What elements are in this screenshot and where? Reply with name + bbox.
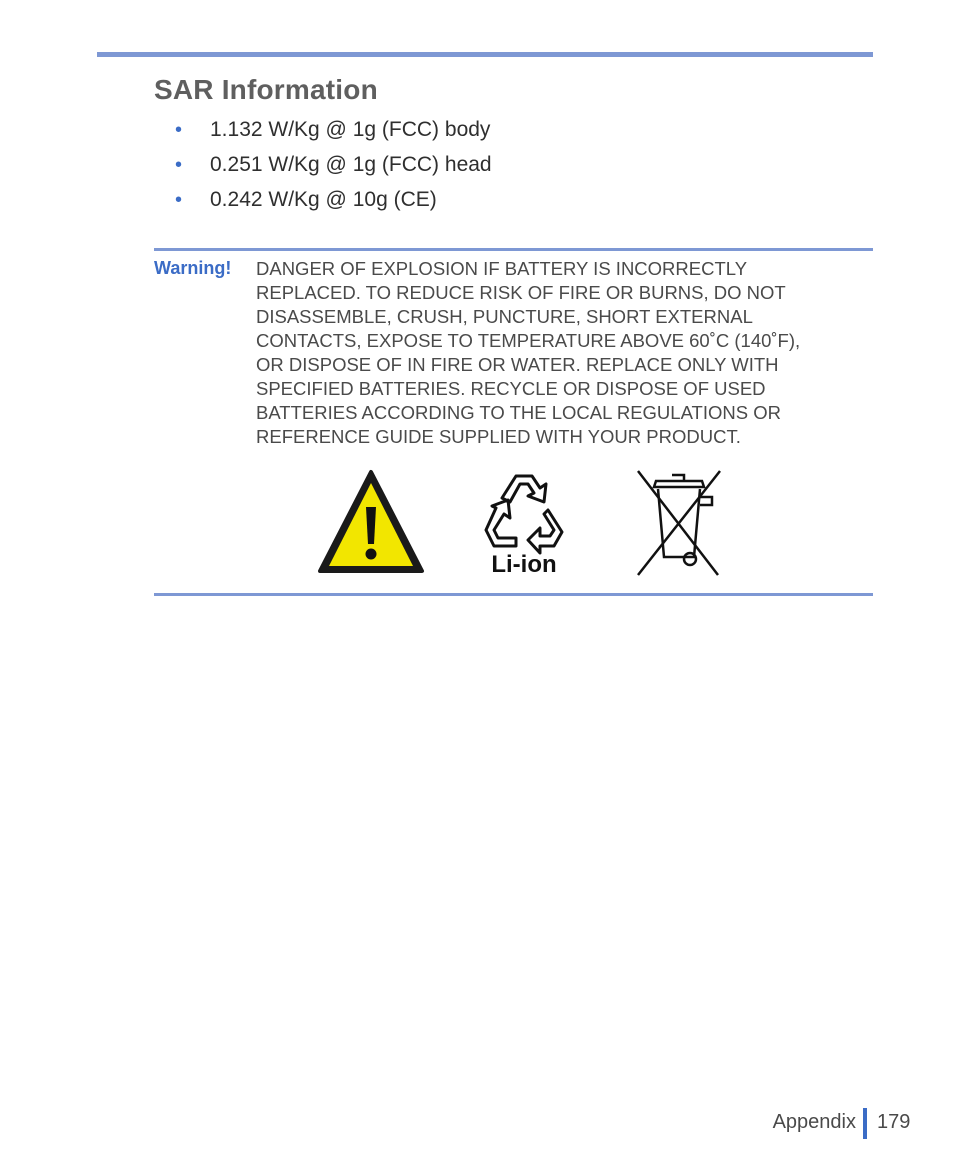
sar-value: 0.242 W/Kg @ 10g (CE) [210,188,437,211]
warning-line: REFERENCE GUIDE SUPPLIED WITH YOUR PRODUCT. [256,426,741,447]
warning-label: Warning! [154,258,232,278]
top-divider [97,52,873,57]
warning-line: BATTERIES ACCORDING TO THE LOCAL REGULATIONS OR [256,402,781,423]
footer-separator [863,1108,867,1139]
warning-triangle-icon [317,469,425,576]
bullet-icon: • [175,119,183,141]
warning-line: DANGER OF EXPLOSION IF BATTERY IS INCORRECTLY [256,258,748,279]
warning-line: REPLACED. TO REDUCE RISK OF FIRE OR BURNS, DO NOT [256,282,786,303]
bullet-icon: • [175,154,183,176]
warning-line: DISASSEMBLE, CRUSH, PUNCTURE, SHORT EXTERNAL [256,306,753,327]
sar-value: 1.132 W/Kg @ 1g (FCC) body [210,118,491,141]
list-item [175,116,492,151]
list-item [175,151,492,186]
crossed-out-bin-icon [634,467,722,577]
li-ion-recycle-icon [482,468,566,576]
warning-bottom-divider [154,593,873,596]
bullet-icon: • [175,189,183,211]
warning-top-divider [154,248,873,251]
warning-line: SPECIFIED BATTERIES. RECYCLE OR DISPOSE OF USED [256,378,766,399]
sar-value: 0.251 W/Kg @ 1g (FCC) head [210,153,492,176]
warning-line: CONTACTS, EXPOSE TO TEMPERATURE ABOVE 60˚C (140˚F), [256,330,801,351]
list-item [175,186,492,221]
page-title: SAR Information [154,74,378,105]
footer-section-label: Appendix [772,1111,856,1133]
warning-text [256,257,856,449]
sar-values-list [175,116,492,221]
page-number: 179 [877,1111,911,1133]
warning-line: OR DISPOSE OF IN FIRE OR WATER. REPLACE ONLY WITH [256,354,779,375]
li-ion-caption: Li-ion [491,551,557,576]
